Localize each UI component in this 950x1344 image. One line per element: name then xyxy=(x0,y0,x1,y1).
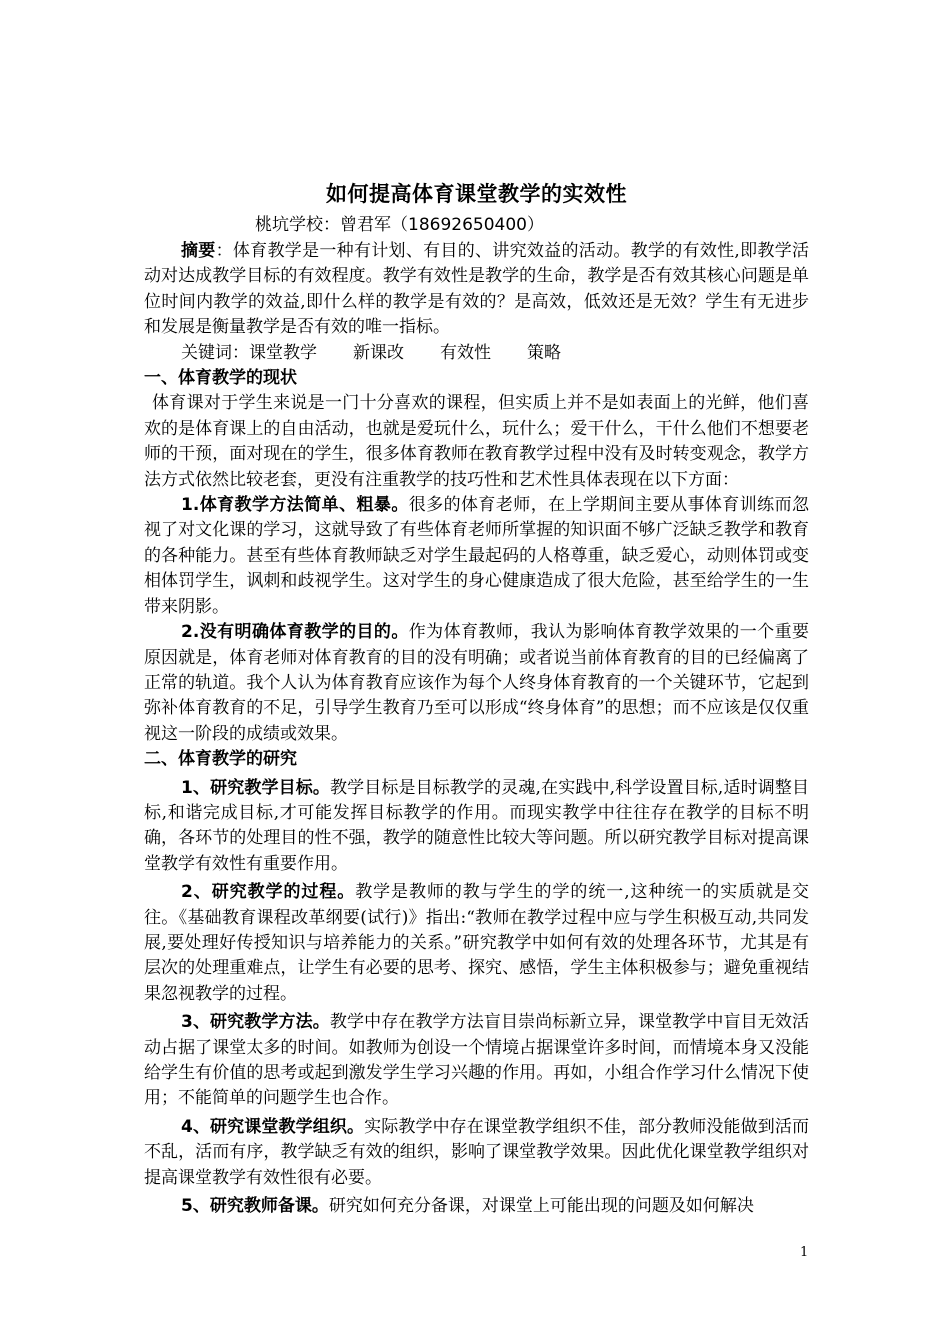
section-intro-paragraph: 体育课对于学生来说是一门十分喜欢的课程，但实质上并不是如表面上的光鲜，他们喜欢的是体育课上的自由活动，也就是爱玩什么，玩什么；爱干什么，干什么他们不想要老师的干预，面对现在的学生，很多体育教师在教育教学过程中没有及时转变观念，教学方法方式依然比较老套，更没有注重教学的技巧性和艺术性具体表现在以下方面： xyxy=(144,393,809,490)
keywords-label: 关键词： xyxy=(181,342,249,363)
numbered-paragraph xyxy=(144,493,809,620)
paragraph-lead: 3、研究教学方法。 xyxy=(181,1012,330,1033)
paragraph-lead: 1、研究教学目标。 xyxy=(181,777,330,798)
paragraph-text: 教学是教师的教与学生的学的统一,这种统一的实质就是交往。《基础教育课程改革纲要(试行)》指出:“教师在教学过程中应与学生积极互动,共同发展,要处理好传授知识与培养能力的关系。”研究教学中如何有效的处理各环节，尤其是有层次的处理重难点，让学生有必要的思考、探究、感悟，学生主体积极参与；避免重视结果忽视教学的过程。 xyxy=(144,882,809,1004)
section-heading: 二、体育教学的研究 xyxy=(144,749,297,770)
paragraph-text: 很多的体育老师，在上学期间主要从事体育训练而忽视了对文化课的学习，这就导致了有些体育老师所掌握的知识面不够广泛缺乏教学和教育的各种能力。甚至有些体育教师缺乏对学生最起码的人格尊重，缺乏爱心，动则体罚或变相体罚学生，讽刺和歧视学生。这对学生的身心健康造成了很大危险，甚至给学生的一生带来阴影。 xyxy=(144,495,809,617)
paragraph-text: 教学中存在教学方法盲目崇尚标新立异，课堂教学中盲目无效活动占据了课堂太多的时间。如教师为创设一个情境占据课堂许多时间，而情境本身又没能给学生有价值的思考或起到激发学生学习兴趣的作用。再如，小组合作学习什么情况下使用；不能简单的问题学生也合作。 xyxy=(144,1012,809,1109)
keyword-item: 策略 xyxy=(527,342,561,363)
paragraph-text: 研究如何充分备课，对课堂上可能出现的问题及如何解决 xyxy=(328,1196,754,1217)
paragraph-lead: 1.体育教学方法简单、粗暴。 xyxy=(181,495,409,516)
author-line: 桃坑学校：曾君军（18692650400） xyxy=(255,215,544,235)
numbered-paragraph xyxy=(144,880,809,1007)
document-title: 如何提高体育课堂教学的实效性 xyxy=(326,182,627,206)
abstract-text: ：体育教学是一种有计划、有目的、讲究效益的活动。教学的有效性,即教学活动对达成教学目标的有效程度。教学有效性是教学的生命，教学是否有效其核心问题是单位时间内教学的效益,即什么样的教学是有效的？是高效，低效还是无效？学生有无进步和发展是衡量教学是否有效的唯一指标。 xyxy=(144,241,810,338)
abstract-paragraph xyxy=(144,239,809,341)
keywords-line xyxy=(144,341,809,366)
section-heading: 一、体育教学的现状 xyxy=(144,368,297,389)
keyword-item: 课堂教学 xyxy=(249,342,317,363)
document-body xyxy=(144,172,809,1219)
page-number: 1 xyxy=(800,1245,809,1260)
keyword-item: 有效性 xyxy=(440,342,491,363)
paragraph-text: 教学目标是目标教学的灵魂,在实践中,科学设置目标,适时调整目标,和谐完成目标,才可能发挥目标教学的作用。而现实教学中往往存在教学的目标不明确，各环节的处理目的性不强，教学的随意性比较大等问题。所以研究教学目标对提高课堂教学有效性有重要作用。 xyxy=(144,777,809,874)
abstract-label: 摘要 xyxy=(181,241,216,261)
numbered-paragraph xyxy=(144,776,809,878)
numbered-paragraph xyxy=(144,620,809,747)
numbered-paragraph xyxy=(144,1010,809,1112)
paragraph-lead: 2.没有明确体育教学的目的。 xyxy=(181,622,409,643)
section-2-body xyxy=(144,776,809,1220)
paragraph-lead: 4、研究课堂教学组织。 xyxy=(181,1116,365,1137)
paragraph-text: 实际教学中存在课堂教学组织不佳，部分教师没能做到活而不乱，活而有序，教学缺乏有效的组织，影响了课堂教学效果。因此优化课堂教学组织对提高课堂教学有效性很有必要。 xyxy=(144,1116,809,1188)
keyword-item: 新课改 xyxy=(353,342,404,363)
numbered-paragraph xyxy=(144,1194,809,1219)
numbered-paragraph xyxy=(144,1115,809,1191)
paragraph-lead: 2、研究教学的过程。 xyxy=(181,882,356,903)
paragraph-text: 作为体育教师，我认为影响体育教学效果的一个重要原因就是，体育老师对体育教育的目的没有明确；或者说当前体育教育的目的已经偏离了正常的轨道。我个人认为体育教育应该作为每个人终身体育教育的一个关键环节，它起到弥补体育教育的不足，引导学生教育乃至可以形成“终身体育”的思想；而不应该是仅仅重视这一阶段的成绩或效果。 xyxy=(144,622,809,744)
paragraph-lead: 5、研究教师备课。 xyxy=(181,1196,329,1217)
